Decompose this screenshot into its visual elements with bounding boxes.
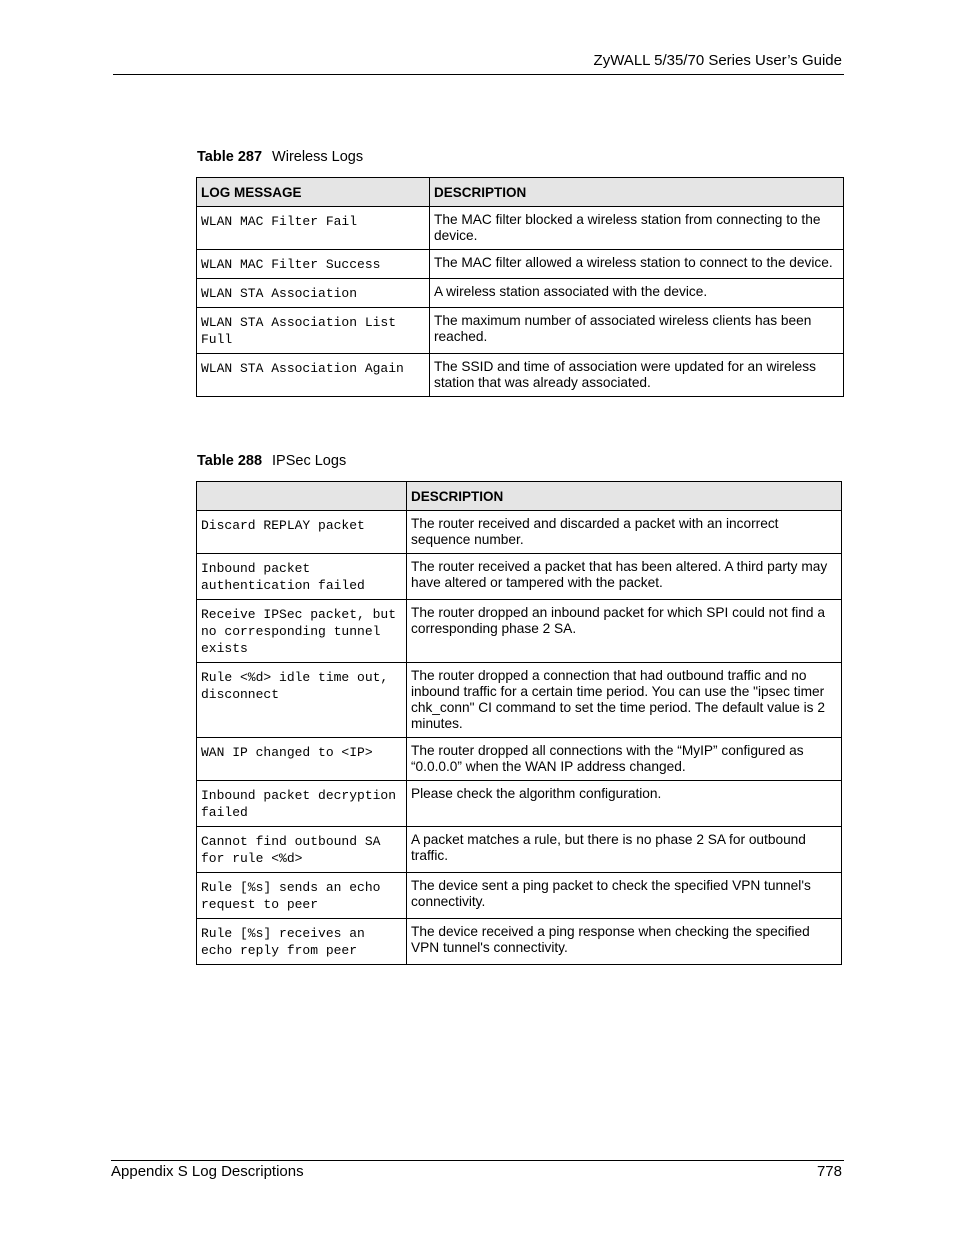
description-cell: The MAC filter allowed a wireless station to connect to the device.	[430, 250, 844, 279]
page-footer	[111, 1160, 844, 1185]
description-cell: The router received and discarded a packet with an incorrect sequence number.	[407, 511, 842, 554]
description-cell: The router dropped all connections with the “MyIP” configured as “0.0.0.0” when the WAN IP address changed.	[407, 738, 842, 781]
footer-section-title: Appendix S Log Descriptions	[111, 1163, 304, 1180]
log-message-cell: Receive IPSec packet, but no corresponding tunnel exists	[197, 600, 407, 663]
log-message-cell: WLAN STA Association List Full	[197, 308, 430, 354]
log-message-cell: Rule <%d> idle time out, disconnect	[197, 663, 407, 738]
log-message-cell: WLAN MAC Filter Fail	[197, 207, 430, 250]
log-message-cell: Discard REPLAY packet	[197, 511, 407, 554]
description-cell: The router dropped an inbound packet for which SPI could not find a corresponding phase 2 SA.	[407, 600, 842, 663]
description-cell: The device sent a ping packet to check the specified VPN tunnel's connectivity.	[407, 873, 842, 919]
table-row	[197, 308, 844, 354]
description-cell: The router received a packet that has been altered. A third party may have altered or tampered with the packet.	[407, 554, 842, 600]
table-287-caption	[197, 149, 363, 165]
log-message-cell: Inbound packet authentication failed	[197, 554, 407, 600]
description-cell: The maximum number of associated wireless clients has been reached.	[430, 308, 844, 354]
table-row	[197, 354, 844, 397]
log-message-cell: Rule [%s] receives an echo reply from peer	[197, 919, 407, 965]
description-cell: The device received a ping response when checking the specified VPN tunnel's connectivity.	[407, 919, 842, 965]
guide-title: ZyWALL 5/35/70 Series User’s Guide	[593, 52, 842, 69]
table-header-row	[197, 178, 844, 207]
table-row	[197, 207, 844, 250]
ipsec-logs-table	[196, 481, 842, 965]
table-row	[197, 279, 844, 308]
table-288-title: IPSec Logs	[272, 453, 347, 469]
page-number: 778	[816, 1163, 842, 1180]
table-row	[197, 511, 842, 554]
log-message-cell: WLAN STA Association	[197, 279, 430, 308]
description-cell: The SSID and time of association were updated for an wireless station that was already associated.	[430, 354, 844, 397]
page-header	[113, 50, 844, 75]
description-cell: The MAC filter blocked a wireless station from connecting to the device.	[430, 207, 844, 250]
log-message-cell: WAN IP changed to <IP>	[197, 738, 407, 781]
table-row	[197, 873, 842, 919]
log-message-cell: WLAN MAC Filter Success	[197, 250, 430, 279]
log-message-cell: Rule [%s] sends an echo request to peer	[197, 873, 407, 919]
table-header-row	[197, 482, 842, 511]
column-header-description: DESCRIPTION	[430, 178, 844, 207]
log-message-cell: Cannot find outbound SA for rule <%d>	[197, 827, 407, 873]
description-cell: The router dropped a connection that had outbound traffic and no inbound traffic for a certain time period. You can use the "ipsec timer chk_conn" CI command to set the time period. The default value is 2 minutes.	[407, 663, 842, 738]
table-row	[197, 781, 842, 827]
table-288-caption	[197, 453, 346, 469]
description-cell: A packet matches a rule, but there is no phase 2 SA for outbound traffic.	[407, 827, 842, 873]
log-message-cell: WLAN STA Association Again	[197, 354, 430, 397]
table-row	[197, 600, 842, 663]
table-row	[197, 738, 842, 781]
table-row	[197, 919, 842, 965]
wireless-logs-table	[196, 177, 844, 397]
table-287-label: Table 287	[197, 149, 263, 165]
table-row	[197, 827, 842, 873]
log-message-cell: Inbound packet decryption failed	[197, 781, 407, 827]
table-row	[197, 554, 842, 600]
description-cell: Please check the algorithm configuration.	[407, 781, 842, 827]
table-row	[197, 663, 842, 738]
table-287-title: Wireless Logs	[272, 149, 364, 165]
description-cell: A wireless station associated with the device.	[430, 279, 844, 308]
column-header-log-message: LOG MESSAGE	[197, 178, 430, 207]
column-header-log-message	[197, 482, 407, 511]
column-header-description: DESCRIPTION	[407, 482, 842, 511]
table-288-label: Table 288	[197, 453, 263, 469]
table-row	[197, 250, 844, 279]
